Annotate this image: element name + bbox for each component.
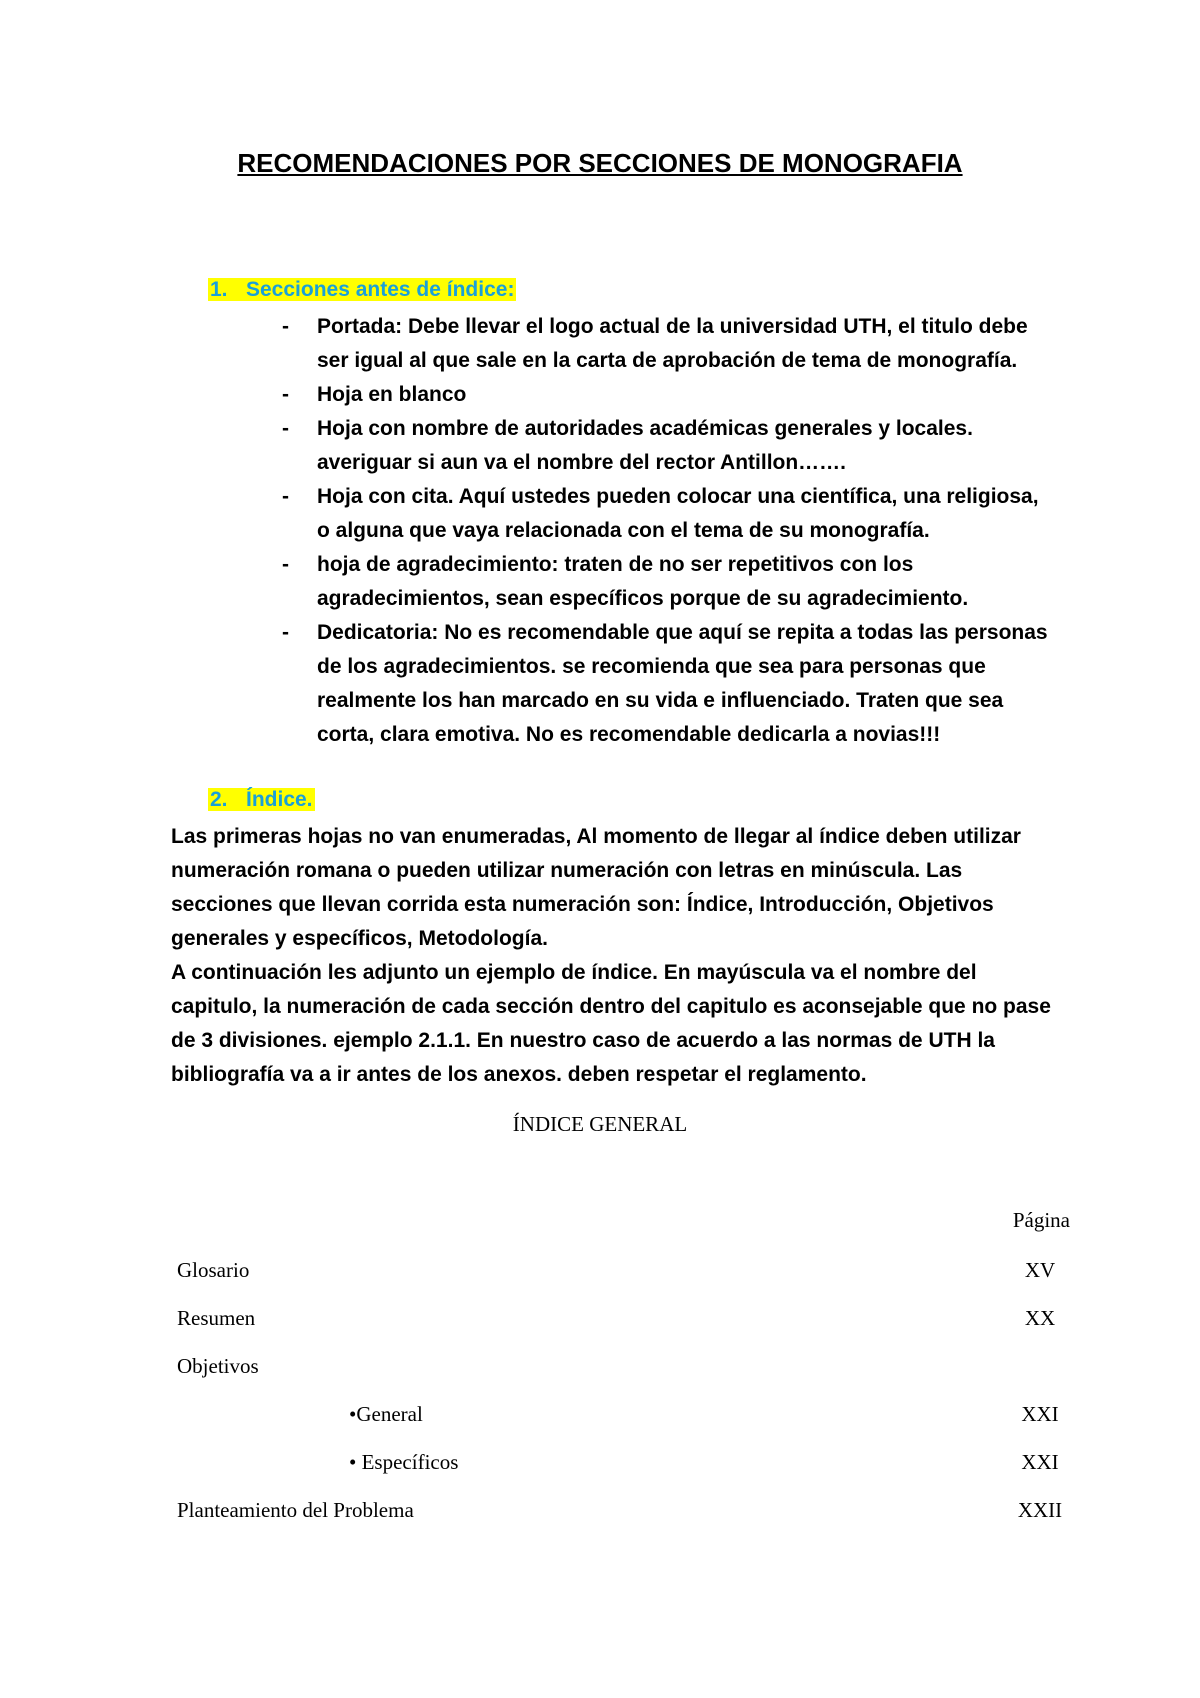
- list-item-text: hoja de agradecimiento: traten de no ser repetitivos con los agradecimientos, sean específicos porque de su agradecimiento.: [317, 553, 969, 610]
- dash-bullet-icon: -: [282, 417, 289, 440]
- dash-bullet-icon: -: [282, 485, 289, 508]
- list-item: [282, 548, 1052, 616]
- toc-row-page: XXI: [1021, 1450, 1059, 1474]
- section1-list: [282, 310, 1052, 752]
- toc-row-label: Glosario: [177, 1258, 250, 1282]
- section2-title: Índice.: [246, 788, 313, 811]
- toc-title: ÍNDICE GENERAL: [512, 1112, 688, 1136]
- list-item-text: Hoja en blanco: [317, 383, 467, 406]
- section1-highlight: [208, 278, 516, 301]
- toc-row-label: Objetivos: [177, 1354, 259, 1378]
- list-item-text: Hoja con nombre de autoridades académicas generales y locales. averiguar si aun va el nombre del rector Antillon…….: [317, 417, 973, 474]
- list-item-text: Portada: Debe llevar el logo actual de la universidad UTH, el titulo debe ser igual al que sale en la carta de aprobación de tema de monografía.: [317, 315, 1028, 372]
- section1-title: Secciones antes de índice:: [246, 278, 515, 301]
- list-item: [282, 310, 1052, 378]
- list-item: [282, 480, 1052, 548]
- section1-heading: [208, 278, 516, 302]
- toc-row-label: Resumen: [177, 1306, 256, 1330]
- list-item: [282, 616, 1052, 752]
- toc-row-page: XV: [1024, 1258, 1056, 1282]
- section2-number: 2.: [210, 788, 228, 811]
- dash-bullet-icon: -: [282, 621, 289, 644]
- toc-row-label: • Específicos: [349, 1450, 459, 1474]
- list-item: [282, 378, 1052, 412]
- dash-bullet-icon: -: [282, 383, 289, 406]
- toc-row-page: XX: [1024, 1306, 1056, 1330]
- section2-paragraph-1: Las primeras hojas no van enumeradas, Al momento de llegar al índice deben utilizar numeración romana o pueden utilizar numeración con letras en minúscula. Las secciones que llevan corrida esta numeración son: Índice, Introducción, Objetivos generales y específicos, Metodología.: [171, 825, 1021, 950]
- document-title: RECOMENDACIONES POR SECCIONES DE MONOGRAFIA: [237, 148, 963, 178]
- toc-row-page: XXI: [1021, 1402, 1059, 1426]
- dash-bullet-icon: -: [282, 553, 289, 576]
- toc-row-label: •General: [349, 1402, 423, 1426]
- list-item: [282, 412, 1052, 480]
- toc-row-label: Planteamiento del Problema: [177, 1498, 414, 1522]
- list-item-text: Hoja con cita. Aquí ustedes pueden colocar una científica, una religiosa, o alguna que vaya relacionada con el tema de su monografía.: [317, 485, 1039, 542]
- toc-page-header: Página: [1012, 1208, 1070, 1232]
- section1-number: 1.: [210, 278, 228, 301]
- list-item-text: Dedicatoria: No es recomendable que aquí se repita a todas las personas de los agradecimientos. se recomienda que sea para personas que realmente los han marcado en su vida e influenciado. Traten que sea corta, clara emotiva. No es recomendable dedicarla a novias!!!: [317, 621, 1048, 746]
- section2-heading: [208, 788, 315, 812]
- section2-paragraph-2: A continuación les adjunto un ejemplo de índice. En mayúscula va el nombre del capitulo, la numeración de cada sección dentro del capitulo es aconsejable que no pase de 3 divisiones. ejemplo 2.1.1. En nuestro caso de acuerdo a las normas de UTH la bibliografía va a ir antes de los anexos. deben respetar el reglamento.: [171, 961, 1051, 1086]
- section2-highlight: [208, 788, 315, 811]
- dash-bullet-icon: -: [282, 315, 289, 338]
- toc-row-page: XXII: [1017, 1498, 1063, 1522]
